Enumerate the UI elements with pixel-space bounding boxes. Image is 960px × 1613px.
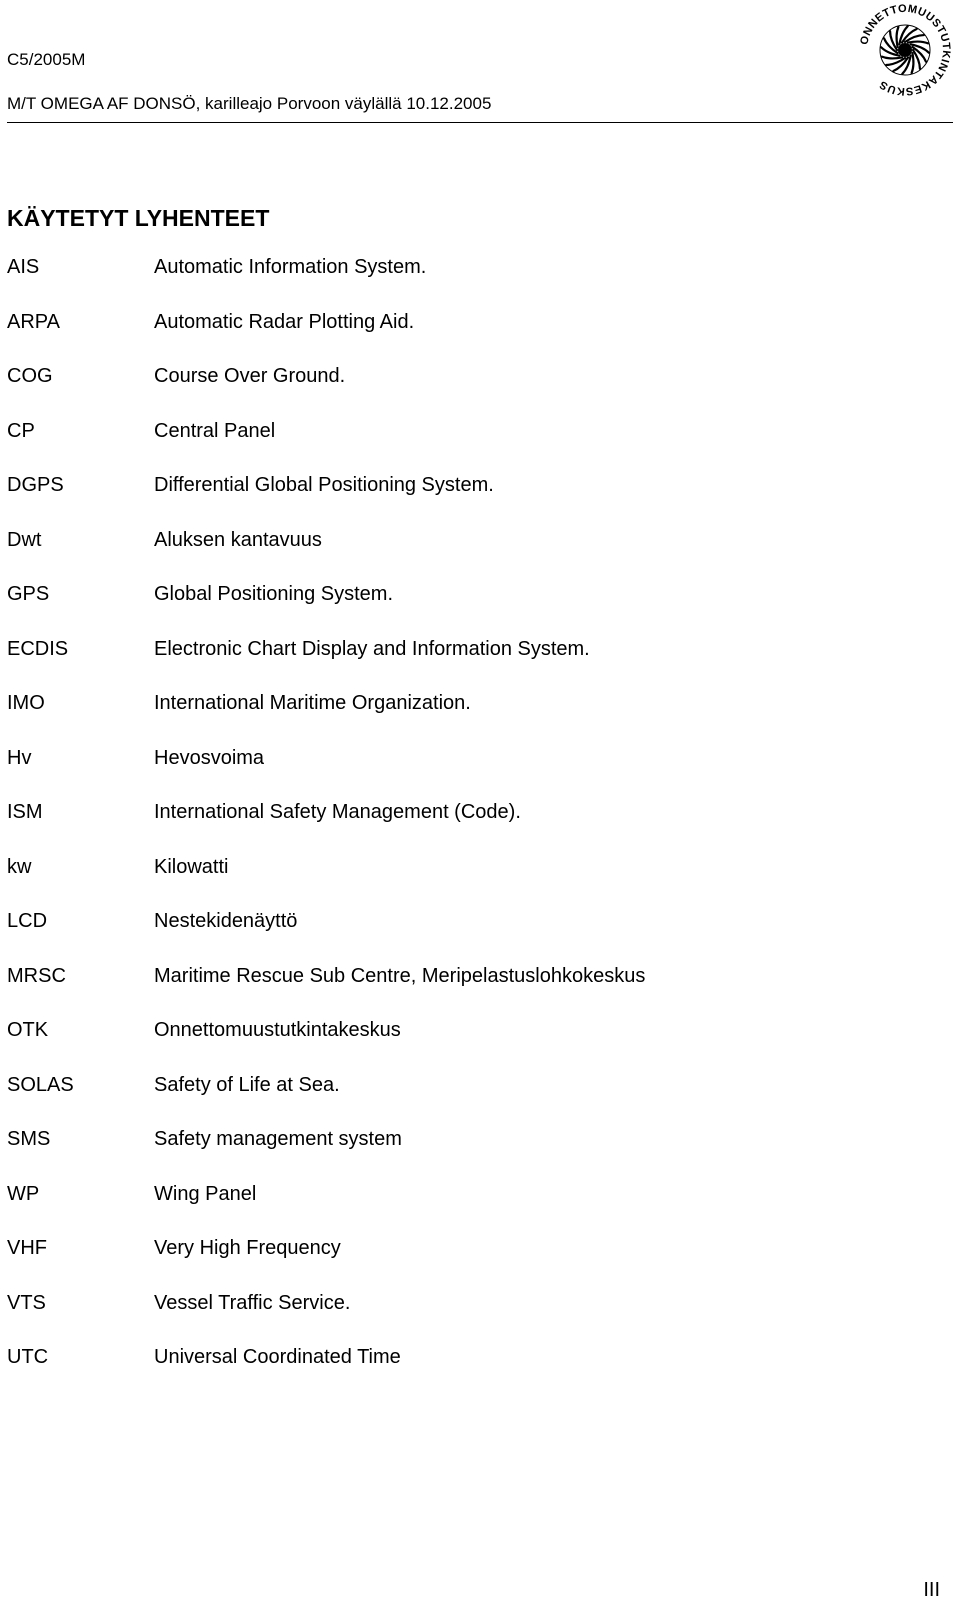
abbreviation-term: AIS <box>7 256 40 278</box>
abbreviation-row <box>7 963 907 1018</box>
abbreviation-row <box>7 745 907 800</box>
abbreviation-definition: Safety of Life at Sea. <box>154 1073 340 1096</box>
abbreviation-term: Hv <box>7 746 32 769</box>
abbreviation-definition: Maritime Rescue Sub Centre, Meripelastuslohkokeskus <box>154 964 646 987</box>
seal-swirl-ray <box>908 42 928 44</box>
abbreviation-definition: Nestekidenäyttö <box>154 910 298 932</box>
header-divider <box>7 122 953 123</box>
abbreviation-definition: Hevosvoima <box>154 746 265 769</box>
seal-lettering: ONNETTOMUUSTUTKINTAKESKUS <box>858 2 953 98</box>
abbreviation-definition: Universal Coordinated Time <box>154 1346 401 1368</box>
seal-swirl-icon <box>880 25 930 75</box>
abbreviation-definition: Onnettomuustutkintakeskus <box>154 1019 401 1041</box>
abbreviation-row <box>7 1181 907 1236</box>
abbreviation-definition: Central Panel <box>154 419 276 442</box>
abbreviation-row <box>7 472 907 527</box>
abbreviation-definition: International Safety Management (Code). <box>154 801 521 823</box>
page-number: III <box>923 1579 940 1601</box>
abbreviation-definition: Course Over Ground. <box>154 365 346 387</box>
abbreviation-term: ARPA <box>7 310 60 333</box>
abbreviation-row <box>7 1235 907 1290</box>
abbreviation-row <box>7 1072 907 1127</box>
abbreviation-term: SOLAS <box>7 1073 74 1096</box>
abbreviation-row <box>7 854 907 909</box>
abbreviation-definition: Safety management system <box>154 1128 402 1150</box>
abbreviation-term: Dwt <box>7 528 42 551</box>
report-title: M/T OMEGA AF DONSÖ, karilleajo Porvoon väylällä 10.12.2005 <box>7 94 492 113</box>
abbreviation-term: UTC <box>7 1346 49 1368</box>
abbreviation-row <box>7 908 907 963</box>
abbreviation-term: VHF <box>7 1237 47 1259</box>
abbreviation-term: ECDIS <box>7 637 69 660</box>
abbreviation-row <box>7 1017 907 1072</box>
abbreviation-row <box>7 527 907 582</box>
abbreviation-row <box>7 309 907 364</box>
abbreviation-row <box>7 254 907 309</box>
abbreviation-term: ISM <box>7 801 43 823</box>
abbreviation-definition: Vessel Traffic Service. <box>154 1291 351 1314</box>
abbreviation-term: MRSC <box>7 964 66 987</box>
abbreviation-row <box>7 418 907 473</box>
abbreviation-term: VTS <box>7 1291 46 1314</box>
abbreviation-term: COG <box>7 365 53 387</box>
abbreviation-definition: Wing Panel <box>154 1182 257 1205</box>
abbreviation-row <box>7 1344 907 1399</box>
page-header <box>7 0 953 125</box>
abbreviation-term: GPS <box>7 583 50 605</box>
abbreviation-term: IMO <box>7 692 45 714</box>
abbreviation-definition: Aluksen kantavuus <box>154 528 322 551</box>
section-heading: KÄYTETYT LYHENTEET <box>7 205 270 231</box>
abbreviation-definition: Automatic Radar Plotting Aid. <box>154 310 415 333</box>
abbreviation-term: WP <box>7 1182 40 1205</box>
report-code: C5/2005M <box>7 50 86 69</box>
abbreviation-row <box>7 1126 907 1181</box>
abbreviation-list <box>7 254 907 1399</box>
otk-seal-logo <box>855 0 955 100</box>
abbreviation-term: DGPS <box>7 474 64 496</box>
seal-swirl-ray <box>897 27 899 47</box>
abbreviation-row <box>7 636 907 691</box>
abbreviation-row <box>7 581 907 636</box>
abbreviation-term: OTK <box>7 1019 49 1041</box>
seal-swirl-ray <box>912 53 914 73</box>
abbreviation-definition: Kilowatti <box>154 855 229 878</box>
abbreviation-row <box>7 690 907 745</box>
abbreviation-definition: Automatic Information System. <box>154 256 427 278</box>
abbreviation-term: CP <box>7 419 35 442</box>
abbreviation-definition: Differential Global Positioning System. <box>154 474 494 496</box>
abbreviation-definition: Very High Frequency <box>154 1237 341 1259</box>
abbreviation-row <box>7 1290 907 1345</box>
abbreviation-row <box>7 799 907 854</box>
abbreviation-row <box>7 363 907 418</box>
abbreviation-term: LCD <box>7 910 48 932</box>
abbreviation-definition: Electronic Chart Display and Information System. <box>154 637 590 660</box>
abbreviation-definition: Global Positioning System. <box>154 583 394 605</box>
abbreviation-term: kw <box>7 855 32 878</box>
seal-swirl-ray <box>882 57 902 59</box>
abbreviation-definition: International Maritime Organization. <box>154 692 471 714</box>
abbreviation-term: SMS <box>7 1128 51 1150</box>
